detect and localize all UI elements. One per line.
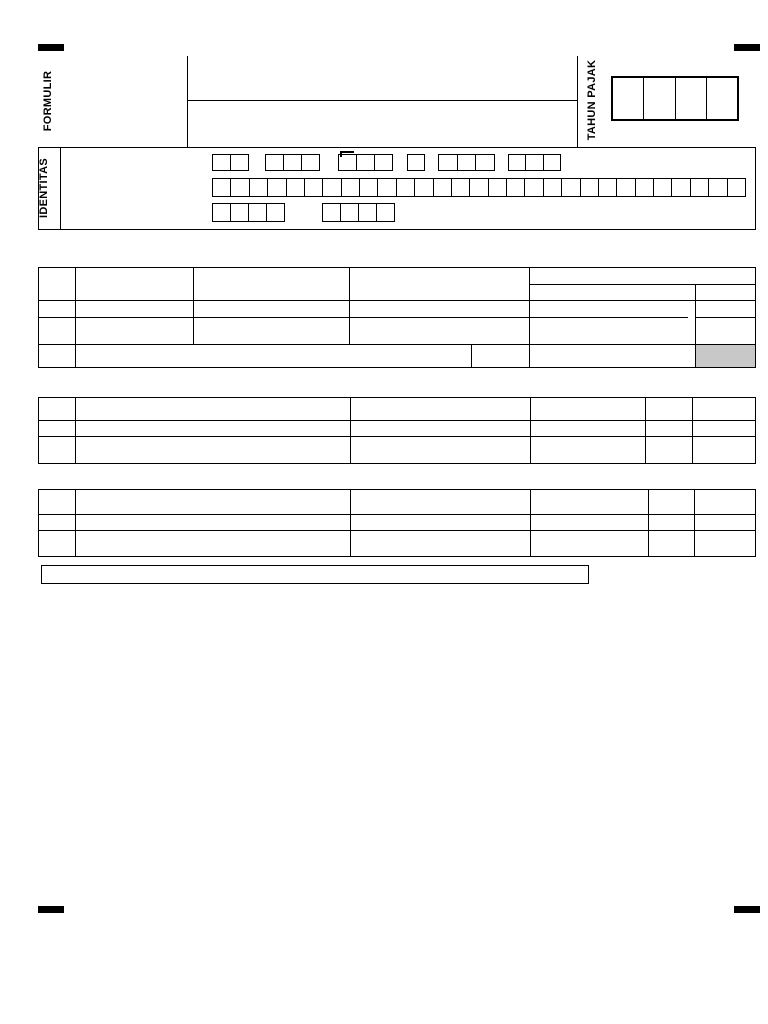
nama-field[interactable] [212,178,746,197]
npwp-check-mark [340,151,354,157]
table-1-shaded-cell [696,345,755,367]
tahun-pajak-input[interactable] [611,76,739,121]
npwp-field-part6[interactable] [508,154,561,171]
registration-mark-bottom-left [38,906,64,913]
remarks-box[interactable] [41,565,589,584]
npwp-field-part4[interactable] [407,154,425,171]
registration-mark-bottom-right [734,906,760,913]
tahun-pajak-label: TAHUN PAJAK [586,59,598,141]
header-divider-left [187,56,188,147]
header-divider-right [577,56,578,147]
identitas-code-field-1[interactable] [212,203,285,222]
registration-mark-top-right [734,44,760,51]
npwp-field-part1[interactable] [212,154,249,171]
registration-mark-top-left [38,44,64,51]
npwp-field-part2[interactable] [265,154,320,171]
identitas-label-divider [60,147,61,230]
formulir-label: FORMULIR [42,70,54,132]
header-title-divider [187,100,577,101]
npwp-field-part5[interactable] [438,154,495,171]
identitas-label: IDENTITAS [38,158,50,218]
identitas-code-field-2[interactable] [322,203,395,222]
